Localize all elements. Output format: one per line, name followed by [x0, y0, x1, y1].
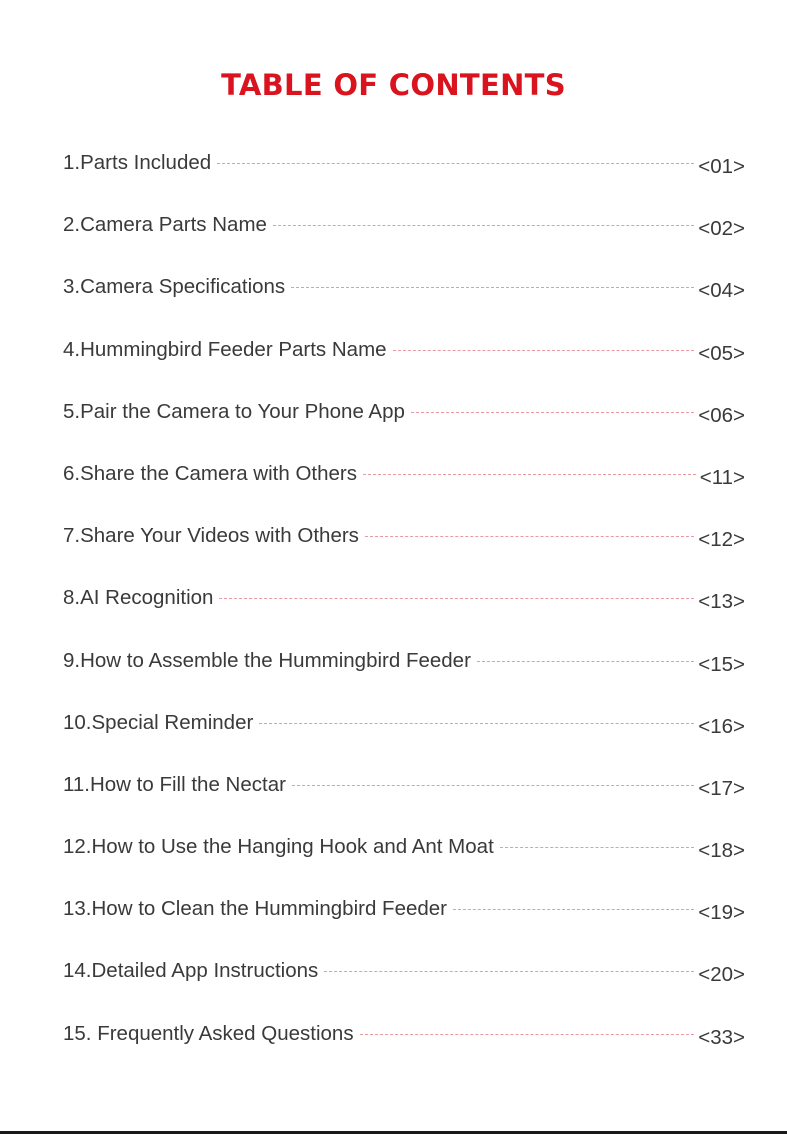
toc-entry-page: <16> [698, 714, 745, 738]
toc-entry-page: <06> [698, 403, 745, 427]
toc-entry-page: <01> [698, 155, 745, 178]
dotted-leader [363, 474, 696, 475]
toc-entry-03[interactable] [63, 272, 745, 334]
toc-entry-label: 13.How to Clean the Hummingbird Feeder [63, 897, 447, 921]
toc-entry-page: <02> [698, 217, 745, 241]
toc-entry-01[interactable] [63, 148, 745, 210]
dotted-leader [360, 1034, 695, 1035]
toc-entry-14[interactable] [63, 956, 745, 1018]
dotted-leader [324, 971, 694, 972]
dotted-leader [219, 598, 694, 599]
toc-entry-page: <12> [698, 528, 745, 552]
toc-entry-label: 3.Camera Specifications [63, 275, 286, 299]
dotted-leader [217, 163, 694, 164]
toc-entry-page: <33> [698, 1025, 745, 1049]
toc-entry-page: <15> [698, 652, 745, 676]
dotted-leader [365, 536, 694, 537]
dotted-leader [292, 785, 694, 786]
toc-entry-label: 6.Share the Camera with Others [63, 461, 357, 485]
toc-entry-page: <11> [699, 465, 745, 489]
page-title: TABLE OF CONTENTS [221, 68, 566, 102]
toc-entry-label: 4.Hummingbird Feeder Parts Name [63, 337, 387, 361]
toc-entry-page: <13> [698, 590, 745, 614]
dotted-leader [393, 350, 695, 351]
dotted-leader [500, 847, 694, 848]
toc-entry-label: 1.Parts Included [63, 151, 212, 174]
toc-entry-label: 5.Pair the Camera to Your Phone App [63, 399, 405, 423]
toc-entry-15[interactable] [63, 1019, 745, 1081]
toc-entry-label: 14.Detailed App Instructions [63, 959, 319, 983]
toc-entry-page: <20> [698, 963, 745, 987]
toc-entry-04[interactable] [63, 335, 745, 397]
toc-entry-label: 10.Special Reminder [63, 710, 254, 734]
dotted-leader [259, 723, 694, 724]
toc-entry-label: 2.Camera Parts Name [63, 213, 267, 237]
dotted-leader [291, 287, 694, 288]
toc-list [63, 148, 745, 1081]
toc-entry-label: 11.How to Fill the Nectar [63, 772, 286, 796]
toc-entry-page: <04> [698, 279, 745, 303]
dotted-leader [453, 909, 694, 910]
toc-entry-06[interactable] [63, 459, 745, 521]
dotted-leader [411, 412, 694, 413]
dotted-leader [273, 225, 694, 226]
toc-entry-label: 7.Share Your Videos with Others [63, 524, 359, 548]
toc-entry-page: <17> [698, 776, 745, 800]
toc-entry-10[interactable] [63, 708, 745, 770]
toc-entry-13[interactable] [63, 894, 745, 956]
dotted-leader [477, 661, 694, 662]
toc-entry-label: 9.How to Assemble the Hummingbird Feeder [63, 648, 471, 672]
toc-entry-09[interactable] [63, 646, 745, 708]
toc-entry-12[interactable] [63, 832, 745, 894]
toc-entry-label: 8.AI Recognition [63, 586, 214, 610]
toc-entry-label: 15. Frequently Asked Questions [63, 1021, 354, 1045]
toc-entry-page: <19> [698, 901, 745, 925]
toc-entry-05[interactable] [63, 397, 745, 459]
toc-entry-label: 12.How to Use the Hanging Hook and Ant Moat [63, 835, 494, 859]
toc-entry-page: <18> [698, 839, 745, 863]
toc-entry-08[interactable] [63, 583, 745, 645]
toc-entry-page: <05> [698, 341, 745, 365]
toc-entry-11[interactable] [63, 770, 745, 832]
toc-entry-07[interactable] [63, 521, 745, 583]
toc-entry-02[interactable] [63, 210, 745, 272]
